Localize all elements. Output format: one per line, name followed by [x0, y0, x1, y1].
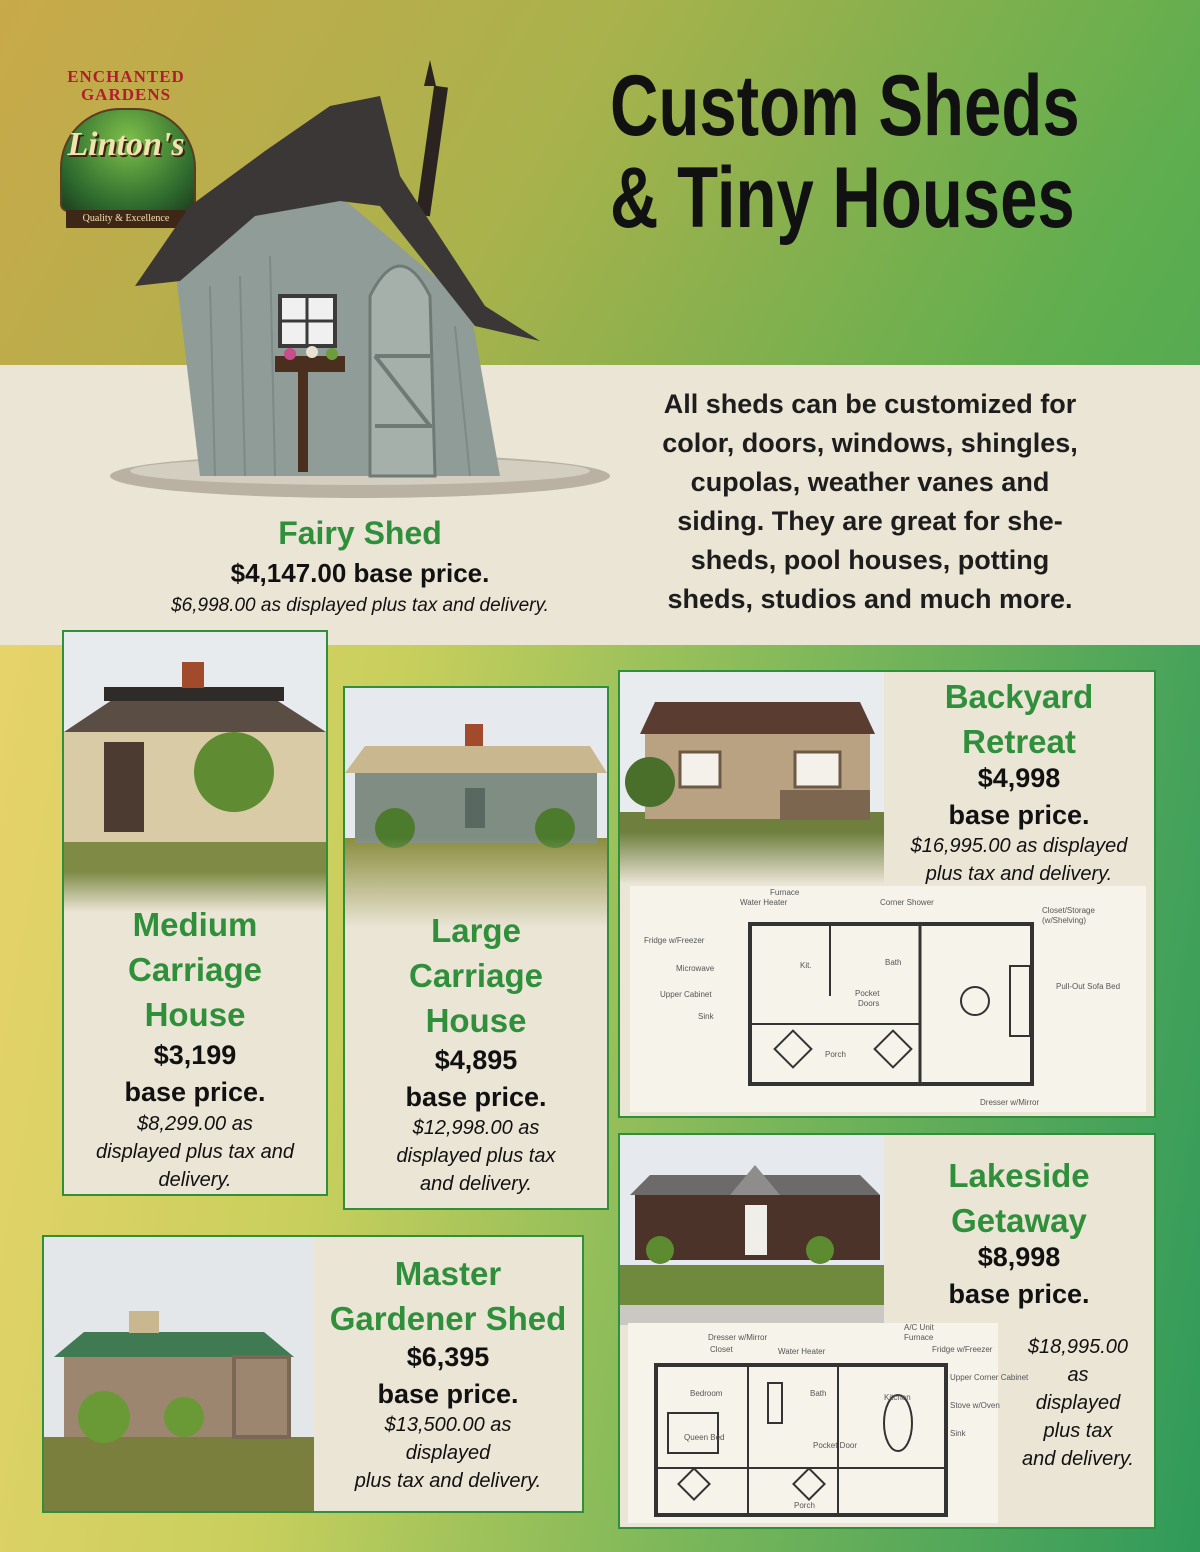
intro-line: sheds, studios and much more. [667, 584, 1073, 614]
note-line: displayed [405, 1442, 491, 1464]
plan-label: Dresser w/Mirror [708, 1333, 768, 1342]
master-note [314, 1411, 582, 1495]
price-value: $4,998 [977, 763, 1061, 793]
lakeside-name [884, 1153, 1154, 1243]
intro-line: sheds, pool houses, potting [690, 545, 1050, 575]
logo-name: Linton's [67, 126, 185, 163]
master-gardener-shed-photo [44, 1237, 314, 1511]
price-value: $8,998 [977, 1242, 1061, 1272]
plan-label: Queen Bed [684, 1433, 725, 1442]
name-line: House [425, 1002, 527, 1039]
plan-label: Upper Corner Cabinet [950, 1373, 1029, 1382]
price-base-label: base price. [405, 1082, 547, 1112]
plan-label: Upper Cabinet [660, 990, 712, 999]
lakeside-floor-plan [628, 1323, 1029, 1523]
name-line: Getaway [951, 1202, 1087, 1239]
plan-label: Dresser w/Mirror [980, 1098, 1040, 1107]
name-line: Gardener Shed [329, 1300, 567, 1337]
plan-label: A/C Unit [904, 1323, 934, 1332]
plan-label: Bath [885, 958, 902, 967]
plan-label: Porch [825, 1050, 846, 1059]
name-line: Retreat [962, 723, 1076, 760]
name-line: Medium [132, 906, 258, 943]
price-value: $3,199 [153, 1040, 237, 1070]
name-line: Master [394, 1255, 502, 1292]
name-line: Large [431, 912, 521, 949]
plan-label: Fridge w/Freezer [932, 1345, 993, 1354]
master-price [314, 1339, 582, 1413]
fairy-shed-name: Fairy Shed [278, 515, 442, 551]
name-line: House [144, 996, 246, 1033]
card-backyard-retreat [618, 670, 1156, 1118]
note-line: plus tax [1043, 1420, 1113, 1442]
intro-line: color, doors, windows, shingles, [662, 428, 1078, 458]
logo-tagline: Quality & Excellence [66, 210, 186, 228]
note-line: $16,995.00 as displayed [910, 835, 1128, 857]
note-line: and delivery. [420, 1173, 532, 1195]
name-line: Carriage [409, 957, 543, 994]
plan-label: Water Heater [778, 1347, 826, 1356]
backyard-floor-plan [630, 886, 1146, 1112]
intro-text [620, 385, 1120, 619]
large-price [345, 1042, 607, 1116]
plan-label: Corner Shower [880, 898, 934, 907]
intro-line: All sheds can be customized for [663, 389, 1077, 419]
plan-label: Closet [710, 1345, 733, 1354]
price-value: $4,895 [434, 1045, 518, 1075]
intro-line: cupolas, weather vanes and [690, 467, 1050, 497]
lakeside-note [1000, 1333, 1156, 1473]
name-line: Lakeside [948, 1157, 1090, 1194]
plan-label: Bedroom [690, 1389, 723, 1398]
card-master-gardener-shed [42, 1235, 584, 1513]
plan-label: Sink [950, 1429, 966, 1438]
price-base-label: base price. [377, 1379, 519, 1409]
plan-label: Fridge w/Freezer [644, 936, 705, 945]
price-base-label: base price. [124, 1077, 266, 1107]
plan-label: Furnace [904, 1333, 934, 1342]
plan-label: Bath [810, 1389, 827, 1398]
backyard-note [884, 832, 1154, 888]
logo-line-1: ENCHANTED [67, 67, 185, 86]
plan-label: Sink [698, 1012, 714, 1021]
note-line: $12,998.00 as [412, 1117, 540, 1139]
plan-label: Microwave [676, 964, 715, 973]
note-line: displayed plus tax and [96, 1141, 294, 1163]
note-line: as [1067, 1364, 1089, 1386]
medium-carriage-house-photo [64, 632, 326, 912]
master-name [314, 1251, 582, 1341]
backyard-price [884, 760, 1154, 834]
note-line: plus tax and delivery. [925, 863, 1113, 885]
plan-label: Water Heater [740, 898, 788, 907]
plan-label: Furnace [770, 888, 800, 897]
note-line: displayed [1035, 1392, 1121, 1414]
note-line: $18,995.00 [1027, 1336, 1129, 1358]
card-lakeside-getaway [618, 1133, 1156, 1529]
note-line: displayed plus tax [396, 1145, 556, 1167]
backyard-name [884, 674, 1154, 764]
price-base-label: base price. [948, 800, 1090, 830]
note-line: and delivery. [1022, 1448, 1134, 1470]
plan-label: Pocket Door [813, 1441, 858, 1450]
page-title [610, 58, 1080, 246]
fairy-shed-price: $4,147.00 base price. [230, 558, 490, 588]
card-medium-carriage-house [62, 630, 328, 1196]
note-line: $8,299.00 as [137, 1113, 253, 1135]
lakeside-getaway-photo [620, 1135, 884, 1325]
medium-name [64, 902, 326, 1037]
price-value: $6,395 [406, 1342, 490, 1372]
note-line: $13,500.00 as [384, 1414, 512, 1436]
lakeside-price [884, 1239, 1154, 1313]
note-line: plus tax and delivery. [354, 1470, 542, 1492]
card-large-carriage-house [343, 686, 609, 1210]
plan-label: Closet/Storage [1042, 906, 1095, 915]
plan-label: Pocket [855, 989, 880, 998]
medium-price [64, 1037, 326, 1111]
plan-label: Pull-Out Sofa Bed [1056, 982, 1121, 991]
large-note [345, 1114, 607, 1198]
plan-label: Doors [858, 999, 880, 1008]
medium-note [64, 1110, 326, 1194]
title-line-2: & Tiny Houses [610, 150, 1075, 246]
note-line: delivery. [158, 1169, 232, 1191]
fairy-shed-note: $6,998.00 as displayed plus tax and delivery. [171, 595, 549, 616]
title-line-1: Custom Sheds [610, 58, 1080, 154]
price-base-label: base price. [948, 1279, 1090, 1309]
fairy-shed-image [80, 56, 640, 506]
logo-line-2: GARDENS [80, 85, 172, 104]
intro-line: siding. They are great for she- [677, 506, 1063, 536]
plan-label: Porch [794, 1501, 815, 1510]
large-carriage-house-photo [345, 688, 607, 928]
plan-label: (w/Shelving) [1042, 916, 1087, 925]
plan-label: Kit. [800, 961, 812, 970]
plan-label: Kitchen [884, 1393, 911, 1402]
name-line: Carriage [128, 951, 262, 988]
name-line: Backyard [944, 678, 1094, 715]
plan-label: Stove w/Oven [950, 1401, 1000, 1410]
large-name [345, 908, 607, 1043]
backyard-retreat-photo [620, 672, 884, 884]
